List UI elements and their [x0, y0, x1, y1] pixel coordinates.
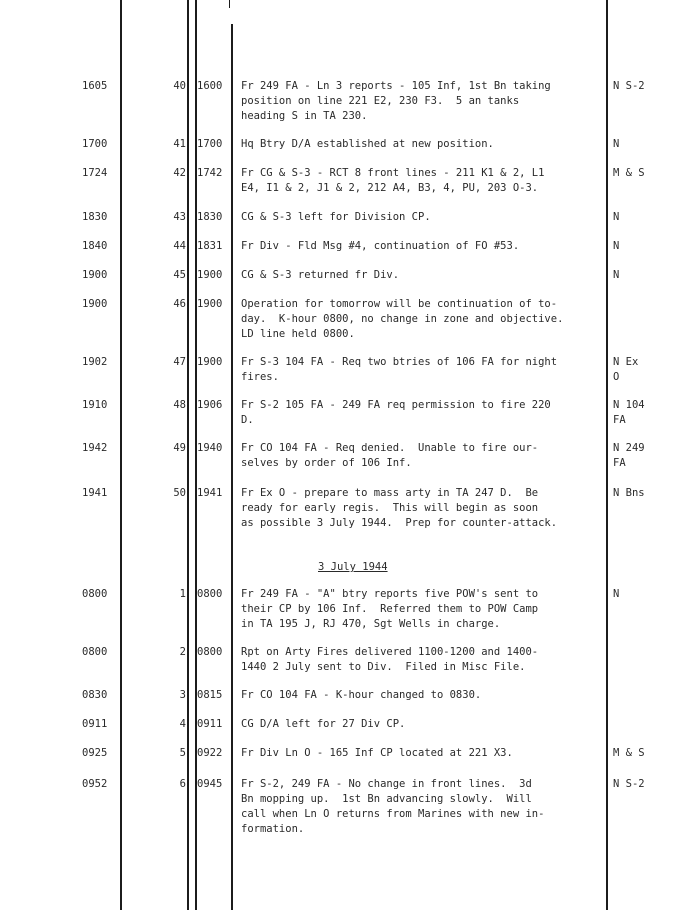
time-of-message: 0800: [197, 646, 223, 658]
action-taken: FA: [613, 414, 626, 426]
entry-text-line: D.: [241, 414, 254, 426]
serial-number: 44: [173, 240, 186, 252]
entry-text-line: their CP by 106 Inf. Referred them to POW Camp: [241, 603, 539, 615]
serial-number: 45: [173, 269, 186, 281]
entry-text-line: Fr CO 104 FA - K-hour changed to 0830.: [241, 689, 482, 701]
action-taken: N: [613, 138, 620, 150]
serial-number: 5: [179, 747, 186, 759]
entry-text-line: Fr 249 FA - Ln 3 reports - 105 Inf, 1st Bn taking: [241, 80, 551, 92]
entry-text-line: Fr 249 FA - "A" btry reports five POW's sent to: [241, 588, 539, 600]
entry-text-line: Fr S-2, 249 FA - No change in front lines. 3d: [241, 778, 532, 790]
entry-text-line: CG D/A left for 27 Div CP.: [241, 718, 406, 730]
time-of-message: 1900: [197, 269, 223, 281]
action-taken: M & S: [613, 167, 645, 179]
action-taken: N: [613, 240, 620, 252]
entry-text-line: day. K-hour 0800, no change in zone and objective.: [241, 313, 564, 325]
entry-text-line: ready for early regis. This will begin as soon: [241, 502, 539, 514]
serial-number: 40: [173, 80, 186, 92]
serial-number: 3: [179, 689, 186, 701]
serial-number: 42: [173, 167, 186, 179]
serial-number: 6: [179, 778, 186, 790]
entry-text-line: position on line 221 E2, 230 F3. 5 an tanks: [241, 95, 520, 107]
entry-text-line: Fr S-2 105 FA - 249 FA req permission to fire 220: [241, 399, 551, 411]
entry-text-line: as possible 3 July 1944. Prep for counter-attack.: [241, 517, 558, 529]
time-received: 1840: [82, 240, 108, 252]
serial-number: 43: [173, 211, 186, 223]
time-of-message: 1900: [197, 356, 223, 368]
time-of-message: 1906: [197, 399, 223, 411]
column-rule-left: [120, 0, 122, 910]
entry-text-line: E4, I1 & 2, J1 & 2, 212 A4, B3, 4, PU, 203 O-3.: [241, 182, 539, 194]
time-received: 1830: [82, 211, 108, 223]
entry-text-line: 1440 2 July sent to Div. Filed in Misc File.: [241, 661, 526, 673]
entry-text-line: formation.: [241, 823, 305, 835]
entry-text-line: Fr Ex O - prepare to mass arty in TA 247 D. Be: [241, 487, 539, 499]
action-taken: N: [613, 269, 620, 281]
serial-number: 50: [173, 487, 186, 499]
action-taken: M & S: [613, 747, 645, 759]
time-of-message: 0911: [197, 718, 223, 730]
entry-text-line: heading S in TA 230.: [241, 110, 368, 122]
action-taken: N: [613, 588, 620, 600]
action-taken: N 249: [613, 442, 645, 454]
action-taken: N Bns: [613, 487, 645, 499]
time-of-message: 0800: [197, 588, 223, 600]
time-of-message: 1831: [197, 240, 223, 252]
entry-text-line: Fr Div Ln O - 165 Inf CP located at 221 X3.: [241, 747, 513, 759]
action-taken: O: [613, 371, 620, 383]
date-heading: 3 July 1944: [318, 561, 388, 573]
entry-text-line: selves by order of 106 Inf.: [241, 457, 412, 469]
action-taken: N S-2: [613, 80, 645, 92]
time-received: 1902: [82, 356, 108, 368]
entry-text-line: in TA 195 J, RJ 470, Sgt Wells in charge.: [241, 618, 501, 630]
action-taken: N: [613, 211, 620, 223]
entry-text-line: CG & S-3 returned fr Div.: [241, 269, 400, 281]
time-received: 0830: [82, 689, 108, 701]
serial-number: 4: [179, 718, 186, 730]
time-of-message: 1600: [197, 80, 223, 92]
time-of-message: 0945: [197, 778, 223, 790]
time-of-message: 1830: [197, 211, 223, 223]
column-rule-entry-top: [229, 0, 230, 8]
entry-text-line: Fr S-3 104 FA - Req two btries of 106 FA for night: [241, 356, 558, 368]
serial-number: 41: [173, 138, 186, 150]
entry-text-line: Fr Div - Fld Msg #4, continuation of FO #53.: [241, 240, 520, 252]
serial-number: 48: [173, 399, 186, 411]
entry-text-line: Fr CO 104 FA - Req denied. Unable to fire our-: [241, 442, 539, 454]
time-received: 0911: [82, 718, 108, 730]
entry-text-line: LD line held 0800.: [241, 328, 355, 340]
time-of-message: 1900: [197, 298, 223, 310]
time-of-message: 0815: [197, 689, 223, 701]
entry-text-line: Operation for tomorrow will be continuation of to-: [241, 298, 558, 310]
time-received: 0800: [82, 646, 108, 658]
entry-text-line: Rpt on Arty Fires delivered 1100-1200 and 1400-: [241, 646, 539, 658]
time-received: 0952: [82, 778, 108, 790]
time-received: 1910: [82, 399, 108, 411]
action-taken: FA: [613, 457, 626, 469]
entry-text-line: fires.: [241, 371, 279, 383]
time-of-message: 0922: [197, 747, 223, 759]
column-rule-num: [187, 0, 189, 910]
entry-text-line: CG & S-3 left for Division CP.: [241, 211, 431, 223]
time-received: 1941: [82, 487, 108, 499]
time-of-message: 1742: [197, 167, 223, 179]
time-received: 1942: [82, 442, 108, 454]
time-received: 0800: [82, 588, 108, 600]
serial-number: 1: [179, 588, 186, 600]
action-taken: N S-2: [613, 778, 645, 790]
time-received: 1605: [82, 80, 108, 92]
serial-number: 2: [179, 646, 186, 658]
time-received: 0925: [82, 747, 108, 759]
entry-text-line: Hq Btry D/A established at new position.: [241, 138, 494, 150]
time-of-message: 1700: [197, 138, 223, 150]
time-of-message: 1940: [197, 442, 223, 454]
serial-number: 47: [173, 356, 186, 368]
action-taken: N Ex: [613, 356, 639, 368]
time-of-message: 1941: [197, 487, 223, 499]
serial-number: 46: [173, 298, 186, 310]
time-received: 1724: [82, 167, 108, 179]
entry-text-line: Bn mopping up. 1st Bn advancing slowly. Will: [241, 793, 532, 805]
time-received: 1900: [82, 298, 108, 310]
entry-text-line: Fr CG & S-3 - RCT 8 front lines - 211 K1 & 2, L1: [241, 167, 545, 179]
entry-text-line: call when Ln O returns from Marines with new in-: [241, 808, 545, 820]
time-received: 1900: [82, 269, 108, 281]
serial-number: 49: [173, 442, 186, 454]
action-taken: N 104: [613, 399, 645, 411]
time-received: 1700: [82, 138, 108, 150]
